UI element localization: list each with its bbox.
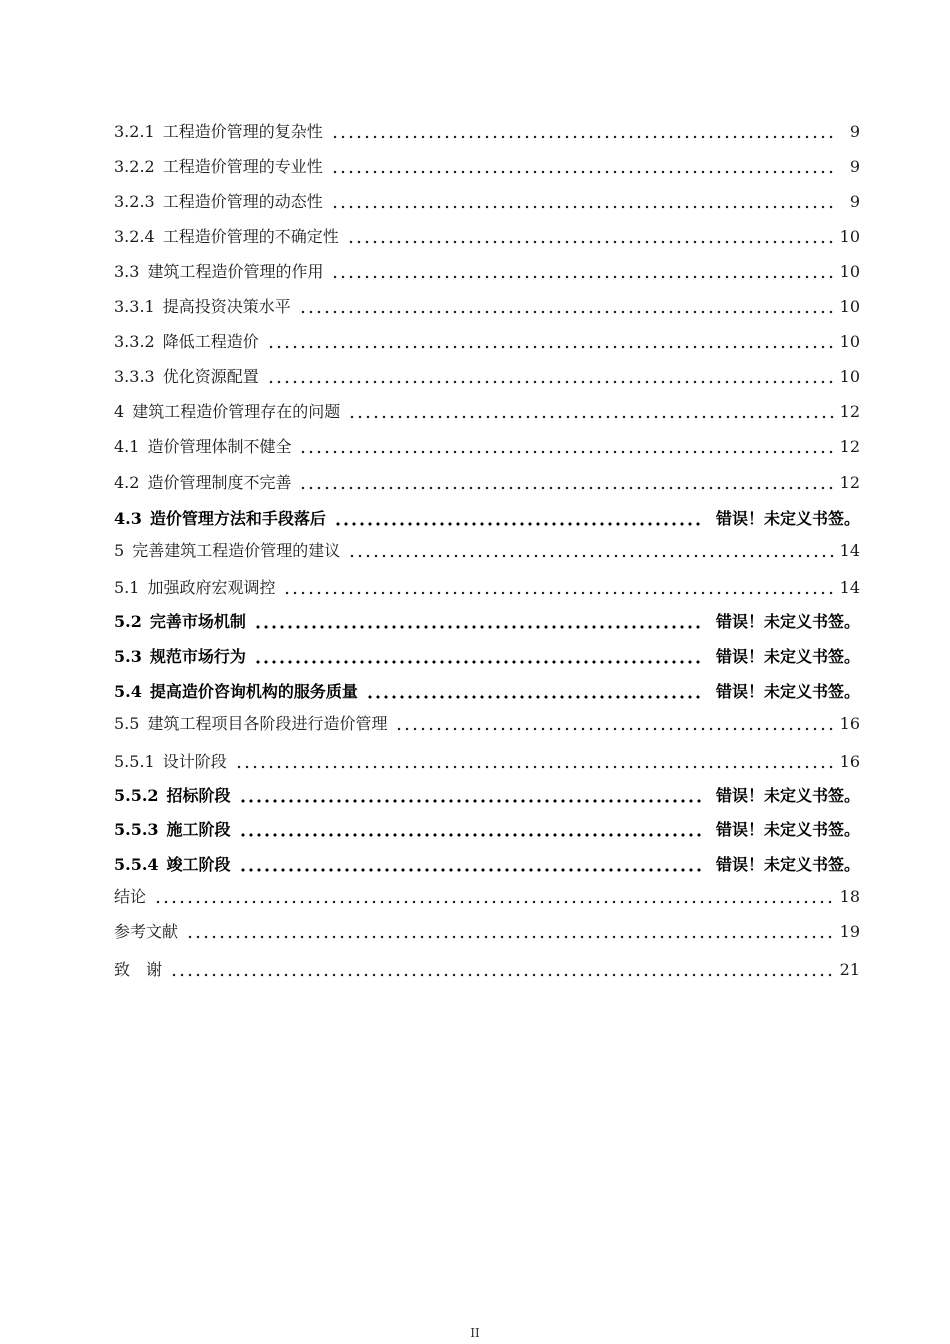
toc-entry-5-5-1[interactable] [114,748,860,772]
toc-entry-page: 18 [839,887,860,906]
toc-dot-leader [239,833,702,837]
toc-entry-3-3[interactable] [114,258,860,282]
toc-entry-title: 完善建筑工程造价管理的建议 [132,541,341,560]
page-number: II [470,1326,480,1340]
toc-entry-3-2-3[interactable] [114,188,860,212]
toc-entry-4-3[interactable] [114,505,860,529]
toc-entry-5-5-2[interactable] [114,782,860,806]
toc-entry-5-5[interactable] [114,710,860,734]
toc-entry-number: 5.4 [114,682,142,701]
toc-dot-leader [235,765,834,769]
toc-dot-leader [347,240,834,244]
toc-entry-page: 9 [849,122,860,141]
toc-entry-title: 造价管理制度不完善 [147,473,292,492]
toc-entry-page: 12 [839,473,860,492]
toc-entry-number: 4 [114,402,125,421]
toc-entry-number: 3.2.2 [114,157,155,176]
toc-entry-number: 5 [114,541,125,560]
toc-dot-leader [331,170,836,174]
toc-dot-leader [239,799,702,803]
toc-entry-5-3[interactable] [114,643,860,667]
toc-entry-title: 建筑工程项目各阶段进行造价管理 [147,714,388,733]
toc-entry-5-5-4[interactable] [114,851,860,875]
toc-dot-leader [170,973,834,977]
toc-bookmark-error: 错误！未定义书签。 [715,820,860,839]
toc-entry-title: 规范市场行为 [149,647,246,666]
toc-entry-title: 提高投资决策水平 [162,297,291,316]
toc-dot-leader [331,275,833,279]
toc-entry-number: 3.2.3 [114,192,155,211]
toc-bookmark-error: 错误！未定义书签。 [715,647,860,666]
toc-entry-number: 4.1 [114,437,140,456]
toc-dot-leader [254,660,702,664]
toc-entry-3-2-2[interactable] [114,153,860,177]
toc-entry-title: 致 谢 [114,960,163,979]
toc-entry-5-5-3[interactable] [114,816,860,840]
toc-dot-leader [348,415,833,419]
toc-dot-leader [239,868,702,872]
toc-entry-page: 21 [839,960,860,979]
toc-dot-leader [254,625,702,629]
toc-entry-title: 参考文献 [114,922,179,941]
toc-entry-conclusion[interactable] [114,883,860,907]
toc-entry-3-2-1[interactable] [114,118,860,142]
toc-entry-4-1[interactable] [114,433,860,457]
toc-entry-4-2[interactable] [114,469,860,493]
toc-entry-title: 竣工阶段 [166,855,231,874]
toc-entry-number: 3.2.1 [114,122,155,141]
toc-bookmark-error: 错误！未定义书签。 [715,612,860,631]
toc-entry-title: 工程造价管理的动态性 [162,192,323,211]
toc-entry-title: 工程造价管理的不确定性 [162,227,339,246]
toc-dot-leader [267,380,834,384]
toc-bookmark-error: 错误！未定义书签。 [715,682,860,701]
toc-entry-number: 5.5 [114,714,140,733]
toc-dot-leader [331,135,836,139]
toc-entry-number: 3.3.2 [114,332,155,351]
toc-entry-page: 10 [839,297,860,316]
toc-entry-number: 4.2 [114,473,140,492]
toc-dot-leader [348,554,833,558]
toc-entry-title: 工程造价管理的复杂性 [162,122,323,141]
toc-entry-number: 3.3.3 [114,367,155,386]
toc-entry-page: 9 [849,157,860,176]
toc-entry-acknowledgements[interactable] [114,956,860,980]
toc-dot-leader [186,935,834,939]
toc-dot-leader [299,310,834,314]
toc-dot-leader [267,345,834,349]
toc-entry-number: 5.5.3 [114,820,159,839]
toc-entry-number: 3.3.1 [114,297,155,316]
toc-entry-5-2[interactable] [114,608,860,632]
toc-entry-3-2-4[interactable] [114,223,860,247]
toc-entry-number: 5.1 [114,578,140,597]
toc-entry-number: 5.5.1 [114,752,155,771]
toc-entry-3-3-1[interactable] [114,293,860,317]
toc-entry-title: 优化资源配置 [162,367,259,386]
toc-entry-title: 施工阶段 [166,820,231,839]
toc-dot-leader [395,727,833,731]
toc-entry-title: 设计阶段 [162,752,227,771]
toc-entry-page: 16 [839,714,860,733]
toc-entry-number: 5.5.2 [114,786,159,805]
toc-entry-title: 造价管理体制不健全 [147,437,292,456]
toc-entry-title: 结论 [114,887,147,906]
toc-entry-number: 5.2 [114,612,142,631]
toc-dot-leader [299,450,833,454]
toc-entry-number: 5.3 [114,647,142,666]
toc-entry-page: 10 [839,227,860,246]
toc-entry-title: 招标阶段 [166,786,231,805]
toc-entry-page: 10 [839,262,860,281]
toc-entry-title: 造价管理方法和手段落后 [149,509,326,528]
toc-entry-3-3-3[interactable] [114,363,860,387]
toc-entry-5[interactable] [114,537,860,561]
toc-entry-number: 5.5.4 [114,855,159,874]
toc-entry-title: 工程造价管理的专业性 [162,157,323,176]
toc-dot-leader [283,591,833,595]
toc-entry-3-3-2[interactable] [114,328,860,352]
toc-dot-leader [299,486,833,490]
toc-entry-title: 建筑工程造价管理的作用 [147,262,324,281]
toc-entry-5-4[interactable] [114,678,860,702]
toc-entry-page: 10 [839,367,860,386]
toc-entry-4[interactable] [114,398,860,422]
toc-entry-page: 19 [839,922,860,941]
toc-dot-leader [366,695,702,699]
toc-entry-title: 降低工程造价 [162,332,259,351]
toc-bookmark-error: 错误！未定义书签。 [715,786,860,805]
toc-entry-page: 10 [839,332,860,351]
toc-dot-leader [154,900,834,904]
toc-entry-page: 16 [839,752,860,771]
toc-dot-leader [334,522,702,526]
toc-entry-page: 9 [849,192,860,211]
toc-entry-page: 12 [839,437,860,456]
toc-entry-number: 4.3 [114,509,142,528]
toc-entry-page: 14 [839,578,860,597]
toc-entry-title: 提高造价咨询机构的服务质量 [149,682,358,701]
toc-entry-number: 3.2.4 [114,227,155,246]
toc-entry-page: 14 [839,541,860,560]
toc-dot-leader [331,205,836,209]
toc-entry-number: 3.3 [114,262,140,281]
toc-entry-title: 建筑工程造价管理存在的问题 [132,402,341,421]
toc-entry-references[interactable] [114,918,860,942]
toc-entry-title: 完善市场机制 [149,612,246,631]
toc-entry-5-1[interactable] [114,574,860,598]
toc-bookmark-error: 错误！未定义书签。 [715,855,860,874]
toc-bookmark-error: 错误！未定义书签。 [715,509,860,528]
toc-entry-page: 12 [839,402,860,421]
toc-entry-title: 加强政府宏观调控 [147,578,276,597]
